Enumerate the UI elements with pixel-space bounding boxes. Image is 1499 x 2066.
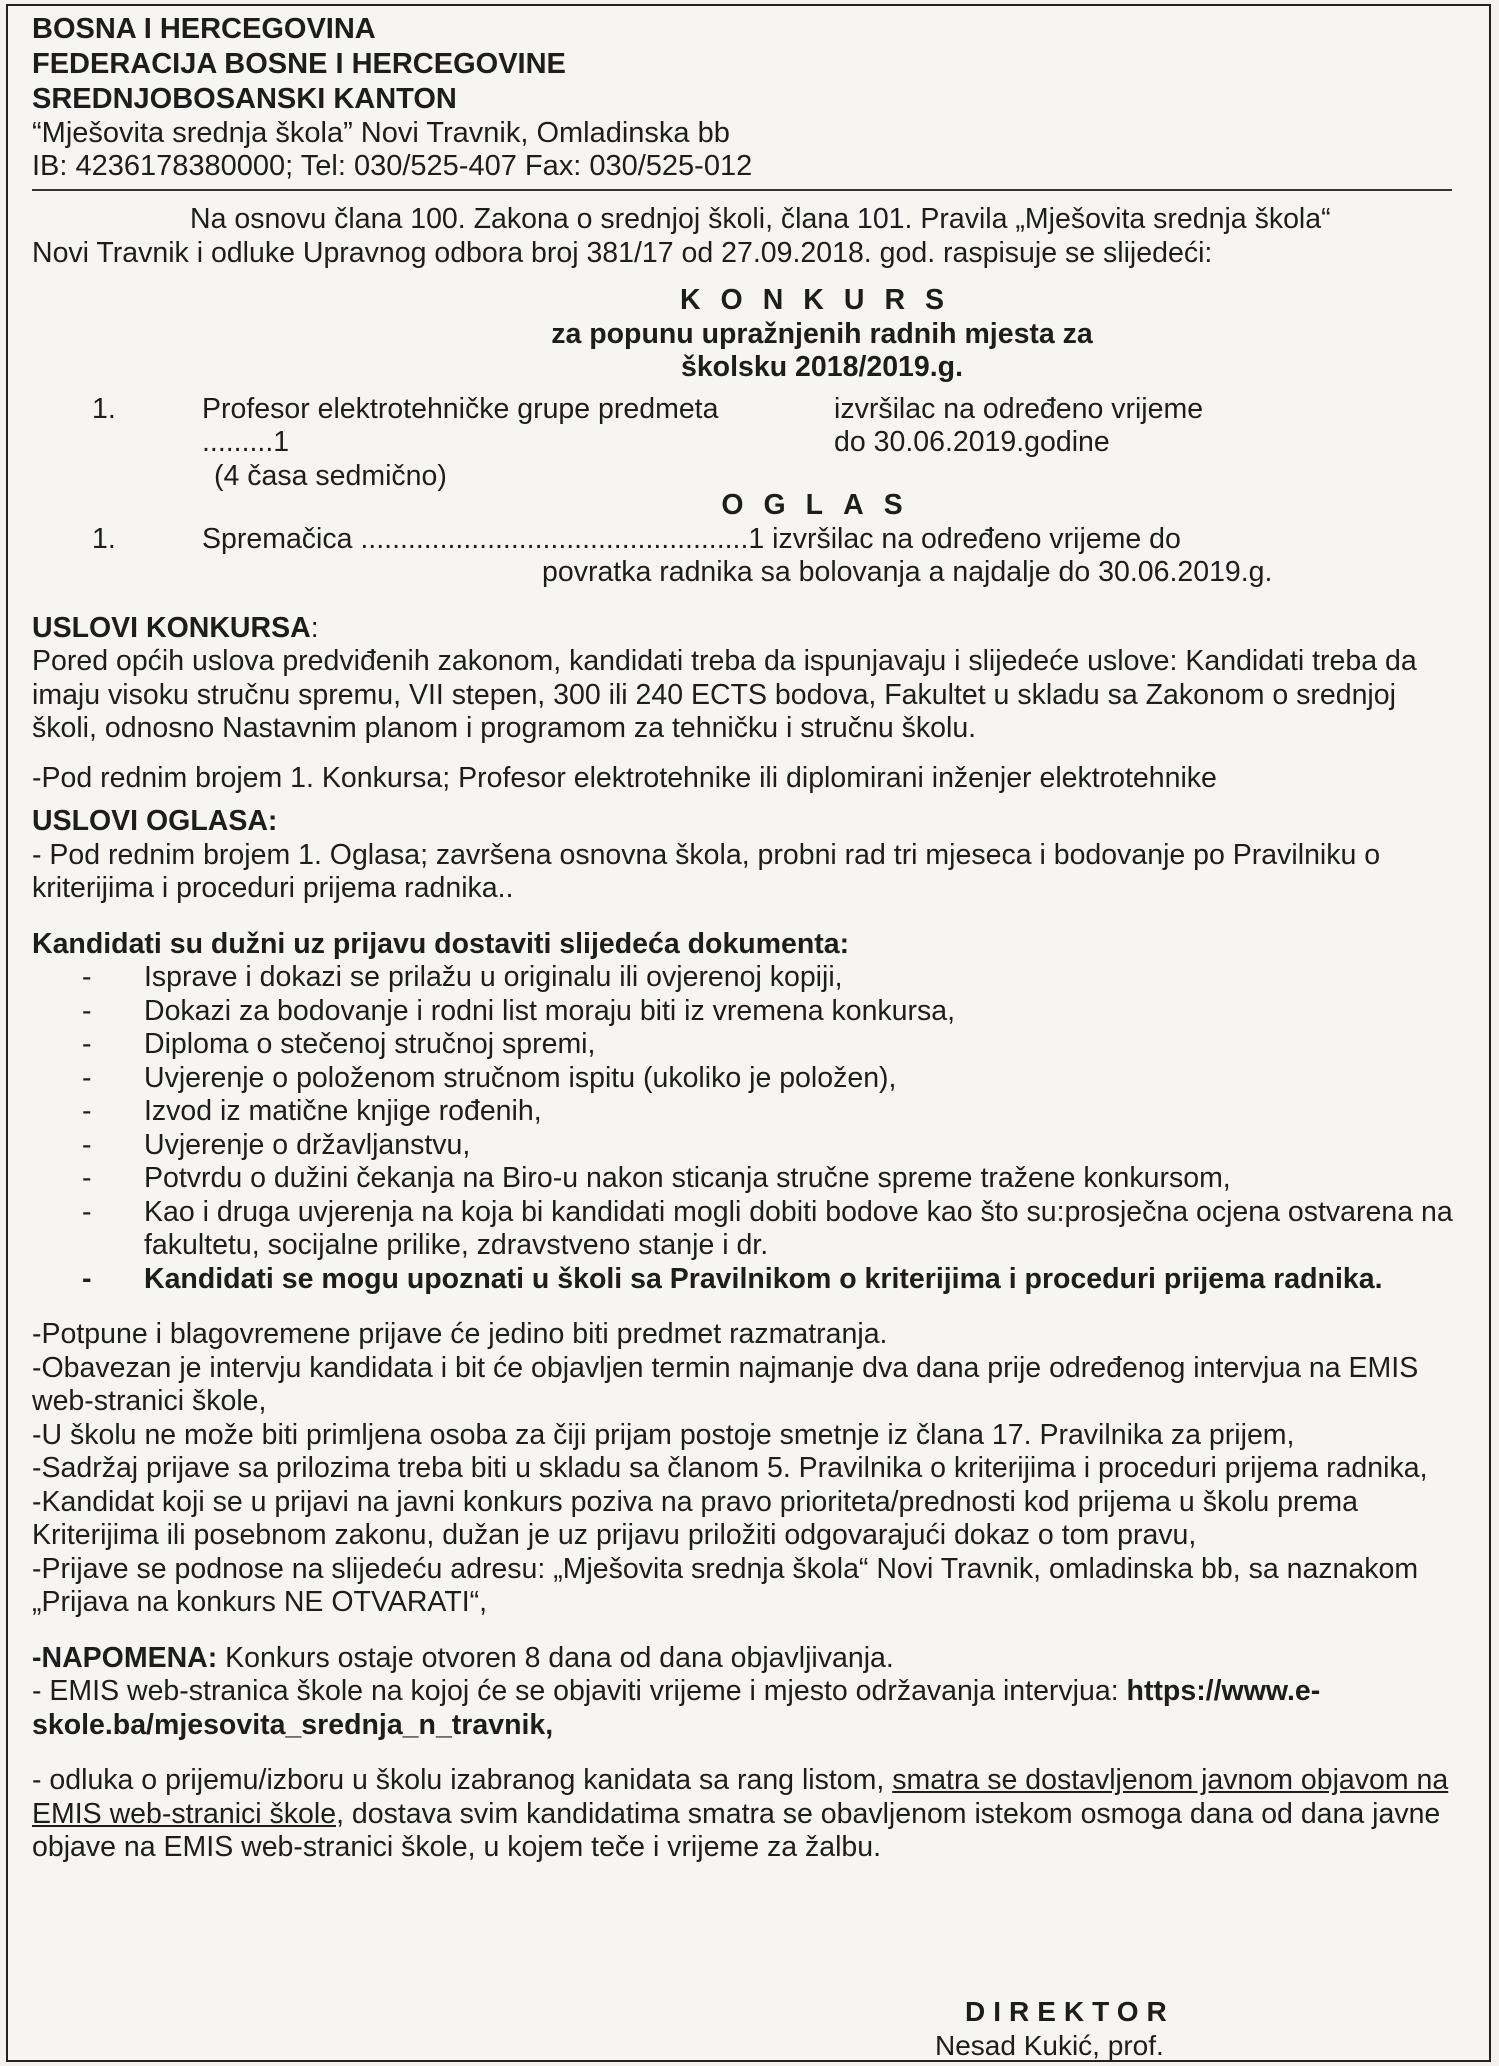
oglas-item-line-1: Spremačica .................................................1 izvršilac na određeno vrijeme do — [202, 522, 1181, 555]
federation-line: FEDERACIJA BOSNE I HERCEGOVINE — [32, 48, 566, 80]
final-text-pre: - odluka o prijemu/izboru u školu izabranog kanidata sa rang listom, — [32, 1764, 893, 1796]
konkurs-item-date: do 30.06.2019.godine — [834, 426, 1110, 458]
country-line: BOSNA I HERCEGOVINA — [32, 13, 376, 45]
oglas-item-number: 1. — [92, 522, 116, 555]
documents-heading: Kandidati su dužni uz prijavu dostaviti slijedeća dokumenta: — [32, 927, 850, 960]
list-item: - Dokazi za bodovanje i rodni list moraju biti iz vremena konkursa, — [82, 994, 956, 1027]
list-item: - Isprave i dokazi se prilažu u originalu ili ovjerenoj kopiji, — [82, 961, 843, 993]
signature-name: Nesad Kukić, prof. — [935, 2030, 1164, 2061]
list-item: - Izvod iz matične knjige rođenih, — [82, 1095, 542, 1127]
oglas-title: OGLAS — [721, 489, 923, 521]
final-text-post: dostava svim kandidatima smatra se obavljenom istekom osmoga dana od dana javne objave na EMIS web-stranici škole, u kojem teče i vrijeme za žalbu. — [32, 1797, 1441, 1863]
list-item: - Potvrdu o dužini čekanja na Biro-u nakon sticanja stručne spreme tražene konkursom, — [82, 1162, 1231, 1194]
note-line: -Obavezan je intervju kandidata i bit će objavljen termin najmanje dva dana prije određenog intervjua na EMIS web-stranici škole, — [32, 1351, 1419, 1417]
konkurs-subtitle-2: školsku 2018/2019.g. — [680, 351, 964, 383]
konkurs-item-term: izvršilac na određeno vrijeme — [834, 392, 1204, 425]
list-item: - Uvjerenje o državljanstvu, — [82, 1128, 471, 1161]
note-line: -Prijave se podnose na slijedeću adresu: „Mješovita srednja škola“ Novi Travnik, omladinska bb, sa naznakom „Prijava na konkurs NE OTVARATI“, — [32, 1552, 1419, 1618]
signature-block — [935, 1995, 1175, 2063]
institution-header — [32, 12, 1462, 183]
list-item: - Diploma o stečenoj stručnoj spremi, — [82, 1028, 596, 1060]
konkurs-subtitle-1: za popunu upražnjenih radnih mjesta za — [551, 317, 1093, 350]
uslovi-konkursa-heading: USLOVI KONKURSA — [32, 611, 311, 644]
konkurs-item-number: 1. — [92, 392, 116, 425]
documents-list — [32, 961, 1462, 1296]
emis-text: - EMIS web-stranica škole na kojoj će se objaviti vrijeme i mjesto održavanja intervjua: — [32, 1675, 1127, 1707]
konkurs-item — [32, 393, 1462, 494]
canton-line: SREDNJOBOSANSKI KANTON — [32, 83, 457, 115]
list-item: - Uvjerenje o položenom stručnom ispitu (ukoliko je položen), — [82, 1061, 897, 1094]
list-item: - Kao i druga uvjerenja na koja bi kandidati mogli dobiti bodove kao što su:prosječna ocjena ostvarena na fakultetu, socijalne prilike, zdravstveno stanje i dr. — [82, 1195, 1453, 1261]
emis-url: https://www.e-skole.ba/mjesovita_srednja_n_travnik, — [32, 1675, 1321, 1741]
document-body — [32, 12, 1462, 1865]
signature-title: DIREKTOR — [965, 1996, 1175, 2027]
uslovi-oglasa-heading: USLOVI OGLASA: — [32, 805, 278, 837]
note-line: -Kandidat koji se u prijavi na javni konkurs poziva na pravo prioriteta/prednosti kod prijema u školu prema Kriterijima ili posebnom zakonu, dužan je uz prijavu priložiti odgovarajući dokaz o tom pravu, — [32, 1485, 1358, 1551]
uslovi-konkursa-position: -Pod rednim brojem 1. Konkursa; Profesor elektrotehnike ili diplomirani inženjer elektrotehnike — [32, 761, 1217, 794]
uslovi-konkursa-text: Pored općih uslova predviđenih zakonom, kandidati treba da ispunjavaju i slijedeće uslove: Kandidati treba da imaju visoku stručnu spremu, VII stepen, 300 ili 240 ECTS bodova, Fakultet u skladu sa Zakonom o srednjoj školi, odnosno Nastavnim planom i programom za tehničku i stručnu školu. — [32, 645, 1417, 744]
napomena-text: Konkurs ostaje otvoren 8 dana od dana objavljivanja. — [217, 1641, 894, 1674]
uslovi-oglasa-text: - Pod rednim brojem 1. Oglasa; završena osnovna škola, probni rad tri mjeseca i bodovanje po Pravilniku o kriterijima i proceduri prijema radnika.. — [32, 838, 1381, 904]
school-line: “Mješovita srednja škola” Novi Travnik, Omladinska bb — [32, 117, 730, 149]
contact-line: IB: 4236178380000; Tel: 030/525-407 Fax: 030/525-012 — [32, 150, 753, 182]
intro — [32, 203, 1462, 270]
intro-line-1: Na osnovu člana 100. Zakona o srednjoj školi, člana 101. Pravila „Mješovita srednja škola“ — [190, 203, 1331, 235]
final-text-underlined: smatra se dostavljenom javnom objavom na EMIS web-stranici škole, — [32, 1764, 1449, 1830]
intro-line-2: Novi Travnik i odluke Upravnog odbora broj 381/17 od 27.09.2018. god. raspisuje se slijedeći: — [32, 236, 1213, 269]
konkurs-title: KONKURS — [679, 284, 965, 316]
konkurs-item-hours: (4 časa sedmično) — [214, 459, 447, 492]
note-line: -Sadržaj prijave sa prilozima treba biti u skladu sa članom 5. Pravilnika o kriterijima i proceduri prijema radnika, — [32, 1452, 1428, 1484]
note-line: -U školu ne može biti primljena osoba za čiji prijam postoje smetnje iz člana 17. Pravilnika za prijem, — [32, 1418, 1295, 1451]
uslovi-oglasa-section — [32, 805, 1462, 906]
list-item-bold: - Kandidati se mogu upoznati u školi sa Pravilnikom o kriterijima i proceduri prijema radnika. — [82, 1262, 1383, 1295]
oglas-item — [32, 523, 1462, 590]
uslovi-konkursa-section — [32, 612, 1462, 796]
note-line: -Potpune i blagovremene prijave će jedino biti predmet razmatranja. — [32, 1318, 888, 1350]
uslovi-konkursa-colon: : — [310, 611, 319, 644]
header-divider — [32, 189, 1452, 191]
notes-section — [32, 1318, 1462, 1620]
konkurs-item-position: Profesor elektrotehničke grupe predmeta .........1 — [202, 392, 719, 458]
napomena-label: -NAPOMENA: — [32, 1641, 218, 1674]
oglas-item-line-2: povratka radnika sa bolovanja a najdalje do 30.06.2019.g. — [542, 556, 1273, 588]
napomena-section — [32, 1642, 1462, 1865]
documents-section — [32, 928, 1462, 1297]
